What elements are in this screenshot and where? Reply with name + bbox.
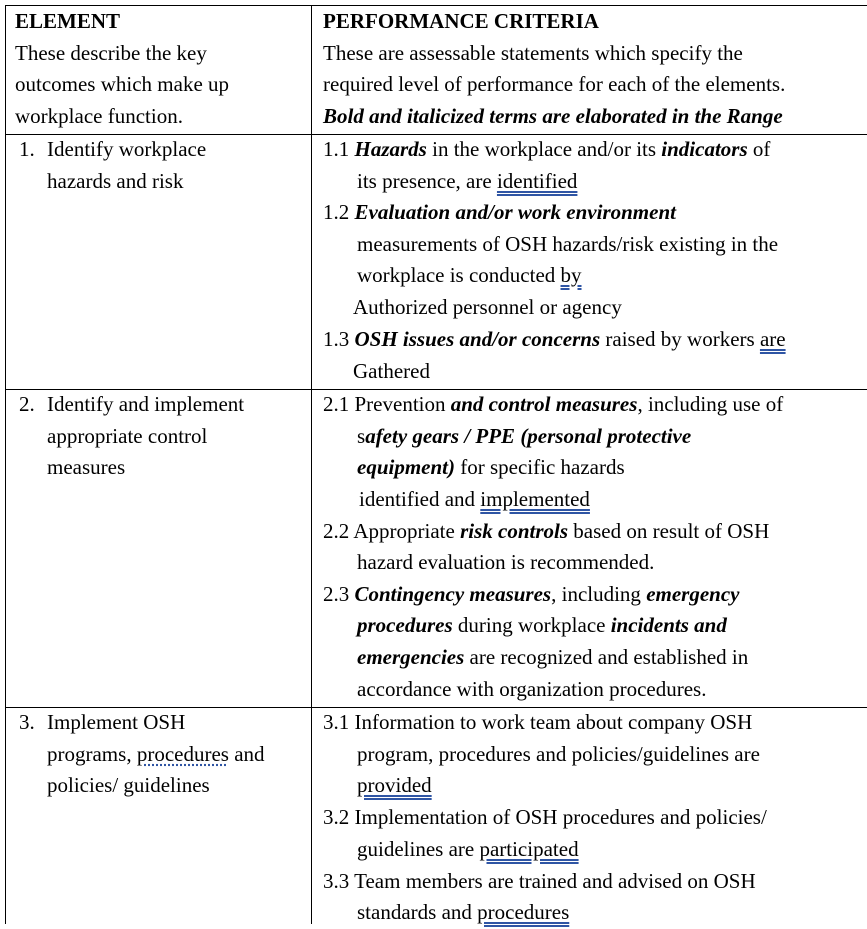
element-text: policies/ guidelines	[47, 773, 210, 797]
criterion-1-1: 1.1 Hazards in the workplace and/or its indicators of	[323, 137, 771, 161]
criterion-3-2-cont: guidelines are participated	[357, 837, 579, 861]
element-text: hazards and risk	[47, 169, 184, 193]
element-text: Identify workplace	[47, 137, 207, 161]
element-header-title: ELEMENT	[15, 9, 121, 33]
criterion-2-3-cont: procedures during workplace incidents and	[357, 613, 727, 637]
element-number: 2.	[19, 392, 35, 416]
criterion-2-3-cont: emergencies are recognized and established in	[357, 645, 749, 669]
criterion-2-2: 2.2 Appropriate risk controls based on result of OSH	[323, 519, 770, 543]
criterion-3-2: 3.2 Implementation of OSH procedures and policies/	[323, 805, 767, 829]
criterion-3-1-cont: provided	[357, 773, 432, 797]
table-border-left	[5, 5, 6, 924]
element-text: Implement OSH	[47, 710, 186, 734]
criterion-1-2-cont: measurements of OSH hazards/risk existing in the	[357, 232, 779, 256]
element-header-desc: These describe the key	[15, 41, 207, 65]
criterion-3-1: 3.1 Information to work team about company OSH	[323, 710, 753, 734]
criterion-1-3-cont: Gathered	[353, 359, 430, 383]
criterion-1-2: 1.2 Evaluation and/or work environment	[323, 200, 676, 224]
element-number: 1.	[19, 137, 35, 161]
element-header-desc: outcomes which make up	[15, 72, 230, 96]
criterion-2-1-cont: identified and implemented	[359, 487, 590, 511]
table-column-divider	[311, 5, 312, 924]
criterion-3-3-cont: standards and procedures	[357, 900, 570, 924]
criteria-header-note: Bold and italicized terms are elaborated in the Range	[323, 104, 783, 128]
criterion-1-1-cont: its presence, are identified	[357, 169, 578, 193]
criterion-1-2-cont: workplace is conducted by	[357, 263, 582, 287]
element-number: 3.	[19, 710, 35, 734]
element-text: programs, procedures and	[47, 742, 265, 766]
element-text: measures	[47, 455, 126, 479]
criteria-header-desc: These are assessable statements which specify the	[323, 41, 743, 65]
criterion-2-1-cont: equipment) for specific hazards	[357, 455, 625, 479]
element-text: appropriate control	[47, 424, 208, 448]
criterion-2-2-cont: hazard evaluation is recommended.	[357, 550, 655, 574]
criteria-header-desc: required level of performance for each of the elements.	[323, 72, 786, 96]
criteria-header-title: PERFORMANCE CRITERIA	[323, 9, 599, 33]
element-text: Identify and implement	[47, 392, 245, 416]
criterion-1-2-cont: Authorized personnel or agency	[353, 295, 622, 319]
criterion-2-1-cont: safety gears / PPE (personal protective	[357, 424, 692, 448]
criterion-2-3-cont: accordance with organization procedures.	[357, 677, 707, 701]
criterion-3-3: 3.3 Team members are trained and advised on OSH	[323, 869, 756, 893]
criterion-3-1-cont: program, procedures and policies/guidelines are	[357, 742, 760, 766]
criterion-1-3: 1.3 OSH issues and/or concerns raised by workers are	[323, 327, 786, 351]
element-header-desc: workplace function.	[15, 104, 183, 128]
criterion-2-3: 2.3 Contingency measures, including emergency	[323, 582, 740, 606]
criterion-2-1: 2.1 Prevention and control measures, including use of	[323, 392, 784, 416]
